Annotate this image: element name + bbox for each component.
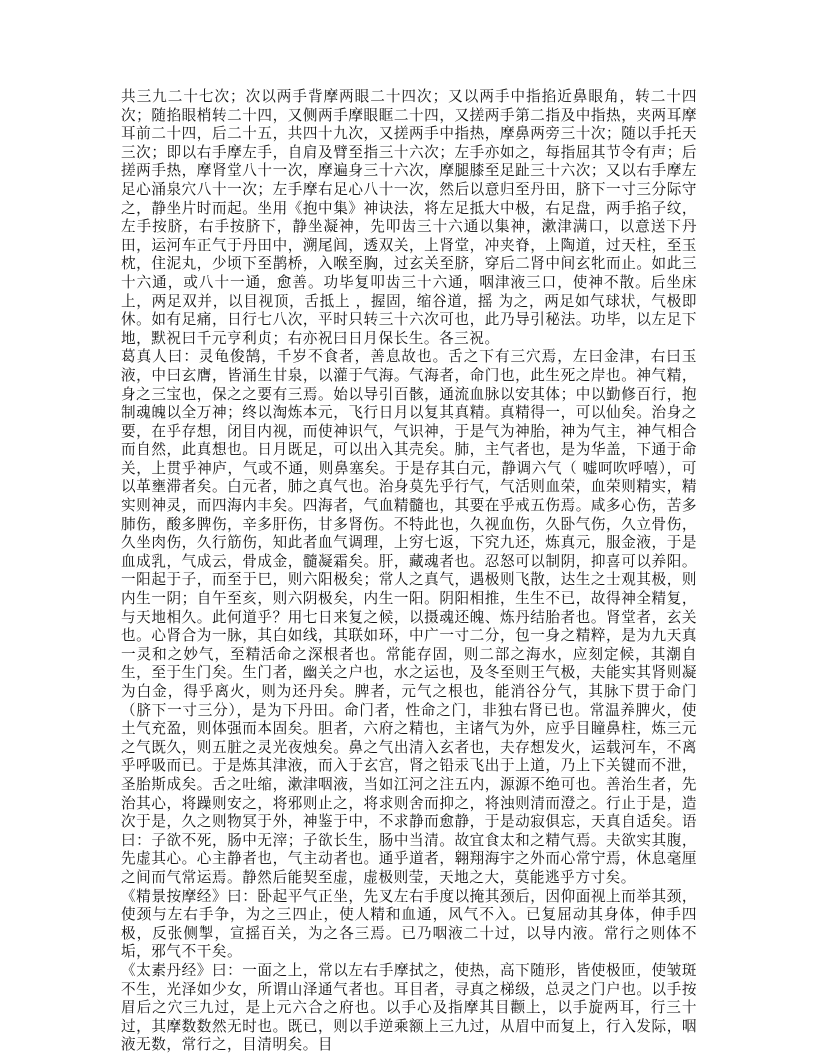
paragraph-massage-sequence: 共三九二十七次；次以两手背摩两眼二十四次；又以两手中指掐近鼻眼角，转二十四次；随掐眼梢转二十四，又侧两手摩眼眶二十四，又搓两手第二指及中指热，夹两耳摩耳前二十四，后二十五，共四十九次，又搓两手中指热，摩鼻两旁三十次；随以手托天三次；即以右手摩左手，自肩及臂至指三十六次；左手亦如之，每指屈其节令有声；后搓两手热，摩肾堂八十一次，摩遍身三十六次，摩腿膝至足趾三十六次；又以右手摩左足心涌泉穴八十一次；左手摩右足心八十一次，然后以意归至丹田，脐下一寸三分际守之，静坐片时而起。坐用《抱中集》神诀法，将左足抵大中极，右足盘，两手掐子纹，左手按脐，右手按脐下，静坐凝神，先叩齿三十六通以集神，漱津满口，以意送下丹田，运河车正气于丹田中，溯尾闾，透双关，上肾堂，冲夹脊，上陶道，过天柱，至玉枕，住泥丸，少顷下至鹊桥，入喉至胸，过玄关至脐，穿后二肾中间玄牝而止。如此三十六通，或八十一通，愈善。功毕复叩齿三十六通，咽津液三口，使神不散。后坐床上，两足双并，以目视顶，舌抵上 ，握固，缩谷道，摇 为之，两足如气球状，气极即休。如有足痛，日行七八次，平时只转三十六次可也，此乃导引秘法。功毕，以左足下地，默祝曰千元亨利贞；右亦祝曰日月保长生。各三祝。 <box>121 88 697 347</box>
paragraph-taisu-dan-jing: 《太素丹经》曰：一面之上，常以左右手摩拭之，使热，高下随形，皆使极匝，使皱斑不生，光泽如少女，所谓山泽通气者也。耳目者，寻真之梯级，总灵之门户也。以手按眉后之穴三九过，是上元六合之府也。以手心及指摩其目颧上，以手旋两耳，行三十过，其摩数数然无时也。既已，则以手逆乘额上三九过，从眉中而复上，行入发际，咽液无数，常行之，目清明矣。目 <box>121 961 697 1054</box>
document-page <box>121 88 697 1055</box>
paragraph-ge-zhenren: 葛真人曰：灵龟俊鹄，千岁不食者，善息故也。舌之下有三穴焉，左曰金津，右曰玉液，中曰玄膺，皆涌生甘泉，以灌于气海。气海者，命门也，此生死之岸也。神气精，身之三宝也，保之之要有三焉。始以导引百骸，通流血脉以安其体；中以勤修百行，抱制魂魄以全万神；终以淘炼本元，飞行日月以复其真精。真精得一，可以仙矣。治身之要，在乎存想，闭目内视，而使神识气，气识神，于是气为神胎，神为气主，神气相合而自然，此真想也。日月既足，可以出入其壳矣。肺，主气者也，是为华盖，下通于命关，上贯乎神庐，气或不通，则鼻塞矣。于是存其白元，静调六气（ 嘘呵吹呼嘻），可以革壅滞者矣。白元者，肺之真气也。治身莫先乎行气，气活则血荣，血荣则精实，精实则神灵，而四海内丰矣。四海者，气血精髓也，其要在乎戒五伤焉。咸多心伤，苦多肺伤，酸多脾伤，辛多肝伤，甘多肾伤。不特此也，久视血伤，久卧气伤，久立骨伤，久坐肉伤，久行筋伤，知此者血气调理，上穷七返，下究九还，炼真元，服金液，于是血成乳，气成云，骨成金，髓凝霜矣。肝，藏魂者也。忍怒可以制阴，抑喜可以养阳。一阳起于子，而至于巳，则六阳极矣；常人之真气，遇极则飞散，达生之士观其极，则内生一阴；自午至亥，则六阴极矣，内生一阳。阴阳相推，生生不已，故得神全精复，与天地相久。此何道乎？用七日来复之候，以摄魂还魄、炼丹结胎者也。肾堂者，玄关也。心肾合为一脉，其白如线，其联如环，中广一寸二分，包一身之精粹，是为九天真一灵和之妙气，至精活命之深根者也。常能存固，则二部之海水，应刻定候，其潮自生，至于生门矣。生门者，幽关之户也，水之运也，及冬至则王气极，夫能实其肾则凝为白金，得乎离火，则为还丹矣。脾者，元气之根也，能消谷分气，其脉下贯于命门（脐下一寸三分），是为下丹田。命门者，性命之门，非独右肾已也。常温养脾火，使土气充盈，则体强而本固矣。胆者，六府之精也，主诸气为外，应乎目瞳鼻柱，炼三元之气既久，则五脏之灵光夜烛矣。鼻之气出清入玄者也，夫存想发火，运载河车，不离乎呼吸而已。于是炼其津液，而入于玄宫，肾之铅汞飞出于上道，乃上下关键而不泄，圣胎斯成矣。舌之吐缩，漱津咽液，当如江河之注五内，源源不绝可也。善治生者，先治其心，将躁则安之，将邪则止之，将求则舍而抑之，将浊则清而澄之。行止于是，造次于是，久之则物冥于外，神鉴于中，不求静而愈静，于是动寂俱忘，天真自适矣。语曰：子欲不死，肠中无滓；子欲长生，肠中当清。故宜食太和之精气焉。夫欲实其腹，先虚其心。心主静者也，气主动者也。通乎道者，翱翔海宇之外而心常宁焉，休息毫厘之间而气常运焉。静然后能契至虚，虚极则莹，天地之大，莫能逃乎方寸矣。 <box>121 348 697 886</box>
paragraph-jingjing-anmo-jing: 《精景按摩经》曰：卧起平气正坐，先叉左右手度以掩其颈后，因仰面视上而举其颈，使颈与左右手争，为之三四止，使人精和血通，风气不入。已复屈动其身体，伸手四极，反张侧掣，宣摇百关，为之各三焉。已乃咽液二十过，以导内液。常行之则体不垢，邪气不干矣。 <box>121 887 697 961</box>
